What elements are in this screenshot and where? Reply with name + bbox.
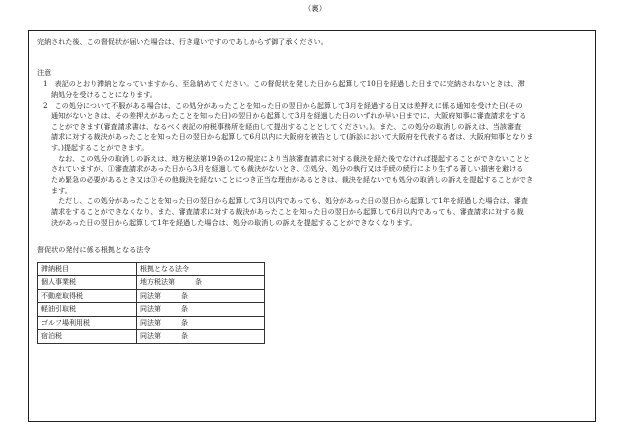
law-name: 同法第 xyxy=(140,291,161,300)
page-side-label: （裏） xyxy=(303,4,327,13)
article-suffix: 条 xyxy=(181,318,188,327)
law-name: 同法第 xyxy=(140,318,161,327)
notice-line: 請求をすることができなくなり、また、審査請求に対する裁決があったことを知った日の翌日から起算して6月以内であっても、審査請求に対する裁 xyxy=(51,206,524,216)
notice-line: 2 この処分について不服がある場合は、この処分があったことを知った日の翌日から起算して3月を経過する日又は差押えに係る通知を受けた日(その xyxy=(43,100,523,110)
notice-line: なお、この処分の取消しの訴えは、地方税法第19条の12の規定により当該審査請求に対する裁決を経た後でなければ提起することができないことと xyxy=(51,153,531,163)
notice-line: されていますが、①審査請求があった日から3月を経過しても裁決がないとき、②処分、処分の執行又は手続の続行により生ずる著しい損害を避ける xyxy=(51,164,524,174)
table-row xyxy=(38,316,265,330)
notice-body xyxy=(37,79,587,228)
law-name: 同法第 xyxy=(140,332,161,341)
legal-basis-cell xyxy=(137,316,265,330)
notice-line: 請求に対する裁決があったことを知った日の翌日から起算して6月以内に大阪府を被告として(訴訟において大阪府を代表する者は、大阪府知事となりま xyxy=(51,132,534,142)
tax-item-cell: 宿泊税 xyxy=(38,330,137,344)
tax-item-cell: ゴルフ場利用税 xyxy=(38,316,137,330)
article-suffix: 条 xyxy=(181,305,188,314)
table-row xyxy=(38,289,265,303)
notice-title: 注意 xyxy=(37,67,52,77)
law-name: 地方税法第 xyxy=(140,278,175,287)
tax-item-cell: 不動産取得税 xyxy=(38,289,137,303)
table-row xyxy=(38,276,265,290)
law-table xyxy=(37,262,265,344)
law-table-header-row xyxy=(38,262,265,276)
tax-item-cell: 軽油引取税 xyxy=(38,303,137,317)
notice-line: す。)提起することができます。 xyxy=(51,143,149,153)
intro-text: 完納された後、この督促状が届いた場合は、行き違いですのであしからず御了承ください。 xyxy=(37,37,328,46)
legal-basis-cell xyxy=(137,276,265,290)
header-tax-item: 滞納税目 xyxy=(38,262,137,276)
notice-line: ため緊急の必要があるとき又は③その他裁決を経ないことにつき正当な理由があるときは、裁決を経ないでも処分の取消しの訴えを提起することができ xyxy=(51,175,534,185)
legal-basis-cell xyxy=(137,303,265,317)
notice-line: 通知がないときは、その差押えがあったことを知った日)の翌日から起算して3月を経過した日のいずれか早い日までに、大阪府知事に審査請求をする xyxy=(51,111,527,121)
notice-line: 納処分を受けることになります。 xyxy=(51,89,157,99)
notice-frame xyxy=(28,30,596,422)
legal-basis-cell xyxy=(137,289,265,303)
table-row xyxy=(38,303,265,317)
spacer xyxy=(37,48,587,68)
legal-basis-cell xyxy=(137,330,265,344)
article-suffix: 条 xyxy=(195,278,202,287)
notice-line: 決があった日の翌日から起算して1年を経過した場合は、処分の取消しの訴えを提起することができなくなります。 xyxy=(51,217,417,227)
notice-line: ます。 xyxy=(51,185,72,195)
notice-line: ただし、この処分があったことを知った日の翌日から起算して3月以内であっても、処分があった日の翌日から起算して1年を経過した場合は、審査 xyxy=(51,196,528,206)
article-suffix: 条 xyxy=(181,291,188,300)
notice-line: 1 表記のとおり滞納となっていますから、至急納めてください。この督促状を発した日から起算して10日を経過した日までに完納されないときは、滞 xyxy=(43,79,525,89)
table-row xyxy=(38,330,265,344)
article-suffix: 条 xyxy=(181,332,188,341)
header-legal-basis: 根拠となる法令 xyxy=(137,262,265,276)
tax-item-cell: 個人事業税 xyxy=(38,276,137,290)
law-section-title: 督促状の発付に係る根拠となる法令 xyxy=(37,245,151,255)
notice-line: ことができます(審査請求書は、なるべく表記の府税事務所を経由して提出することとしてください。)。また、この処分の取消しの訴えは、当該審査 xyxy=(51,121,522,131)
law-name: 同法第 xyxy=(140,305,161,314)
